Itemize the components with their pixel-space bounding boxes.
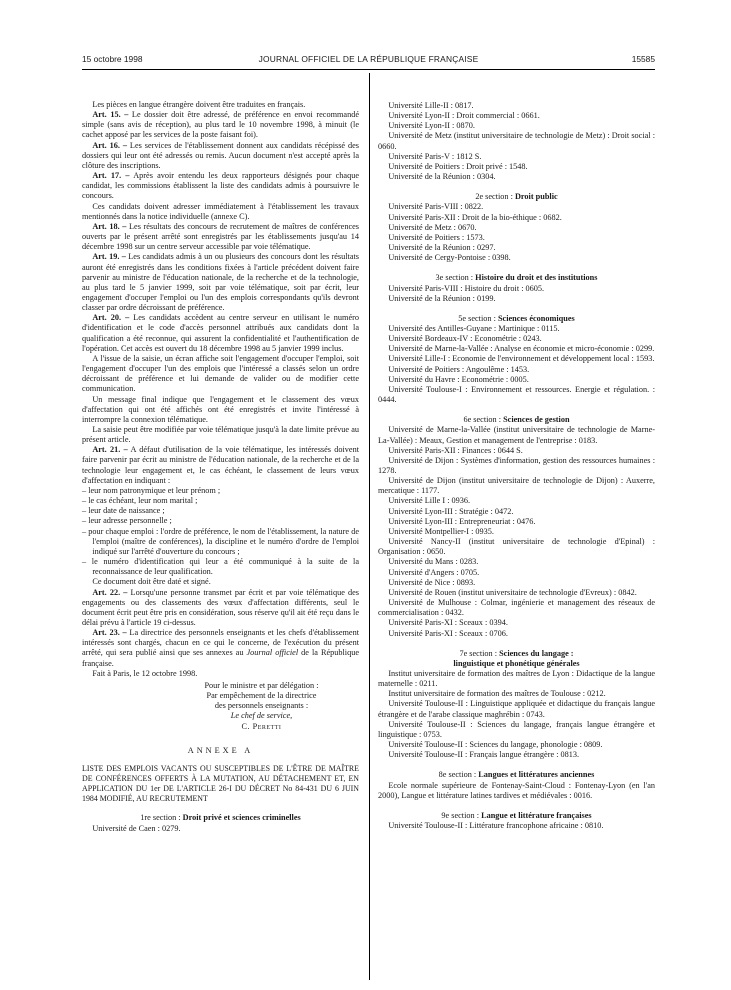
list-item: Université Paris-XII : Droit de la bio-éthique : 0682. <box>388 212 562 222</box>
article-text: Les candidats accèdent au centre serveur en utilisant le numéro d'identification et le code d'accès personnel attribués aux candidats dont la qualification a été reconnue, qui assurent la confidentialité et l'authentification de l'opération. Cet accès est ouvert du 18 décembre 1998 au 5 janvier 1999 inclus. <box>82 313 359 353</box>
article-15 <box>82 110 359 140</box>
annex-heading: LISTE DES EMPLOIS VACANTS OU SUSCEPTIBLES DE L'ÊTRE DE MAÎTRE DE CONFÉRENCES OFFERTS À LA MUTATION, AU DÉTACHEMENT ET, EN APPLICATION DU 1er DE L'ARTICLE 26-I DU DÉCRET No 84-431 DU 6 JUIN 1984 MODIFIÉ, AU RECRUTEMENT <box>82 763 359 803</box>
list-item: Ecole normale supérieure de Fontenay-Saint-Cloud : Fontenay-Lyon (en l'an 2000), Langue et littérature latines tardives et médiévales : 0016. <box>378 780 655 800</box>
signature-name <box>164 722 359 732</box>
article-label: Art. 17. – <box>92 171 130 181</box>
left-column <box>82 100 359 834</box>
list-item: Université de Cergy-Pontoise : 0398. <box>388 253 511 263</box>
article-label: Art. 18. – <box>92 221 127 231</box>
section-number: 3e section : <box>435 273 474 283</box>
list-item: Université Toulouse-I : Environnement et ressources. Energie et régulation. : 0444. <box>378 384 655 405</box>
paragraph: A l'issue de la saisie, un écran affiche soit l'engagement d'occuper l'emploi, soit l'engagement d'occuper l'un des emplois que l'intéressé a classés selon un ordre décroissant de préférence et lui demande de valider ou de modifier cette communication. <box>82 353 359 394</box>
article-16 <box>82 141 359 171</box>
article-text: A défaut d'utilisation de la voie télématique, les intéressés doivent faire parvenir par écrit au ministre de l'éducation nationale, de la recherche et de la technologie leur engagement et, le cas échéant, le classement de leurs vœux d'affectation en indiquant : <box>82 445 360 485</box>
signature-role: Le chef de service, <box>230 711 293 721</box>
list-item: Université des Antilles-Guyane : Martinique : 0115. <box>388 323 560 333</box>
list-item: Université de Metz (institut universitaire de technologie de Metz) : Droit social : 0660. <box>378 131 655 151</box>
header-rule <box>82 69 655 70</box>
article-label: Art. 23. – <box>92 628 127 638</box>
article-23 <box>82 628 359 669</box>
article-text: Les candidats admis à un ou plusieurs des concours dont les résultats auront été enregistrés dans les conditions fixées à l'article précédent doivent faire parvenir au ministre de l'éducation nationale, de la recherche et de la technologie, au plus tard le 5 janvier 1999, soit par voie télématique, soit par écrit, leur engagement d'occuper l'emploi ou l'un des emplois correspondants qu'ils devront classer par ordre décroissant de préférence. <box>82 252 360 313</box>
list-item: Université de Poitiers : Droit privé : 1548. <box>388 161 528 171</box>
list-item: – leur date de naissance ; <box>82 506 165 516</box>
section-number: 6e section : <box>463 415 502 425</box>
list-item: Université de la Réunion : 0297. <box>388 243 496 253</box>
article-text: Après avoir entendu les deux rapporteurs désignés pour chaque candidat, les commissions établissent la liste des candidats admis à poursuivre le concours. <box>82 171 359 201</box>
section-heading <box>378 192 655 202</box>
article-label: Art. 21. – <box>92 445 128 455</box>
list-item: Université Paris-VIII : 0822. <box>388 202 484 212</box>
list-item: Université Toulouse-II : Sciences du langage, français langue étrangère et linguistique : 0753. <box>378 719 655 739</box>
section-number: 8e section : <box>438 770 477 780</box>
list-item: Université Toulouse-II : Français langue étrangère : 0813. <box>388 750 580 760</box>
section-number: 5e section : <box>458 313 496 323</box>
list-item: Université Bordeaux-IV : Econométrie : 0243. <box>388 334 542 344</box>
list-item: Université d'Angers : 0705. <box>388 567 480 577</box>
section-subheading <box>378 659 655 669</box>
signature-line: des personnels enseignants : <box>214 701 309 711</box>
list-item: Université Montpellier-I : 0935. <box>388 526 494 536</box>
section-title: linguistique et phonétique générales <box>453 658 580 668</box>
paragraph: Ces candidats doivent adresser immédiatement à l'établissement les travaux mentionnés dans la notice individuelle (annexe C). <box>82 201 359 221</box>
article-text: de la République française. <box>82 648 359 668</box>
section-title: Langue et littérature françaises <box>479 810 592 820</box>
signatory: C. Peretti <box>241 721 282 731</box>
section-title: Langues et littératures anciennes <box>476 770 595 780</box>
list-item: – le cas échéant, leur nom marital ; <box>82 496 198 506</box>
article-18 <box>82 222 359 252</box>
list-item: Université du Havre : Econométrie : 0005. <box>388 374 529 384</box>
section-heading <box>378 273 655 283</box>
section-heading <box>378 415 655 425</box>
list-item: Université Toulouse-II : Littérature francophone africaine : 0810. <box>388 821 604 830</box>
article-label: Art. 19. – <box>92 252 126 262</box>
section-number: 1re section : <box>140 813 181 823</box>
signature-line: Pour le ministre et par délégation : <box>204 680 319 690</box>
section-title: Droit public <box>512 192 558 202</box>
section-title: Sciences du langage : <box>497 648 574 658</box>
list-item: Université Toulouse-II : Sciences du langage, phonologie : 0809. <box>388 740 603 750</box>
list-item: Université de la Réunion : 0304. <box>388 172 496 182</box>
list-item: Université Lille-II : 0817. <box>388 101 474 110</box>
list-item: Université Paris-XII : Finances : 0644 S. <box>388 445 523 455</box>
section-heading <box>378 649 655 659</box>
list-item: Université de la Réunion : 0199. <box>388 293 496 303</box>
article-20 <box>82 313 359 354</box>
section-heading <box>82 813 359 823</box>
list-item: Université du Mans : 0283. <box>388 557 479 567</box>
section-title: Droit privé et sciences criminelles <box>180 813 301 823</box>
paragraph: Un message final indique que l'engagement et le classement des vœux d'affectation qui ont été affichés ont été enregistrés et invite l'intéressé à interrompre la connexion télématique. <box>82 394 359 424</box>
section-title: Sciences économiques <box>495 313 575 323</box>
article-label: Art. 22. – <box>92 587 128 597</box>
list-item: Institut universitaire de formation des maîtres de Toulouse : 0212. <box>388 689 606 699</box>
article-22 <box>82 588 359 629</box>
list-item: Université de Poitiers : 1573. <box>388 232 485 242</box>
signature-line: Par empêchement de la directrice <box>206 691 317 701</box>
paragraph: Ce document doit être daté et signé. <box>92 577 211 587</box>
section-number: 9e section : <box>441 810 479 820</box>
list-item: Université de Nice : 0893. <box>388 577 476 587</box>
section-title: Histoire du droit et des institutions <box>473 273 598 283</box>
list-item: Université Lille I : 0936. <box>388 496 471 506</box>
article-label: Art. 16. – <box>92 140 127 150</box>
list-item: Université de Marne-la-Vallée : Analyse en économie et micro-économie : 0299. <box>388 344 655 354</box>
section-number: 2e section : <box>475 192 513 202</box>
column-divider <box>369 73 370 980</box>
list-item: Université Paris-V : 1812 S. <box>388 151 482 161</box>
list-item: Université de Dijon (institut universitaire de technologie de Dijon) : Auxerre, mercatique : 1177. <box>378 476 655 496</box>
article-text: La directrice des personnels enseignants et les chefs d'établissement intéressés sont chargés, chacun en ce qui le concerne, de l'exécution du présent arrêté, qui sera publié ainsi que ses annexes au <box>82 628 360 658</box>
list-item: Université de Dijon : Systèmes d'information, gestion des ressources humaines : 1278. <box>378 455 655 475</box>
paragraph: La saisie peut être modifiée par voie télématique jusqu'à la date limite prévue au présent article. <box>82 425 359 445</box>
date-line: Fait à Paris, le 12 octobre 1998. <box>92 668 198 678</box>
section-heading <box>378 770 655 780</box>
article-19 <box>82 252 359 313</box>
list-item: Université de Marne-la-Vallée (institut universitaire de technologie de Marne-La-Vallée) : Meaux, Gestion et management de l'entreprise : 0183. <box>378 425 655 445</box>
list-item: Université Lyon-III : Stratégie : 0472. <box>388 506 514 516</box>
article-text: Lorsqu'une personne transmet par écrit et par voie télématique des engagements ou des classements des vœux d'affectation différents, seul le document écrit peut être pris en considération, sous réserve qu'il ait été reçu dans le délai prévu à l'article 19 ci-dessus. <box>82 587 359 627</box>
list-item: Université Lyon-II : 0870. <box>388 121 475 131</box>
section-heading <box>378 314 655 324</box>
signature-block <box>82 681 359 732</box>
list-item: Université Toulouse-II : Linguistique appliquée et didactique du français langue étrangère et de l'arabe classique maghrébin : 0743. <box>378 699 655 719</box>
list-item: Université de Rouen (institut universitaire de technologie d'Evreux) : 0842. <box>388 587 637 597</box>
article-17 <box>82 171 359 201</box>
header-journal-title: JOURNAL OFFICIEL DE LA RÉPUBLIQUE FRANÇAISE <box>258 54 479 64</box>
list-item: Université de Poitiers : Angoulême : 1453. <box>388 364 530 374</box>
right-column <box>378 101 655 831</box>
list-item: – leur adresse personnelle ; <box>82 516 172 526</box>
list-item: – le numéro d'identification qui leur a été communiqué à la suite de la reconnaissance de leur qualification. <box>82 557 359 577</box>
header-page-number: 15585 <box>631 54 655 64</box>
article-text: Les résultats des concours de recrutement de maîtres de conférences ouverts par le présent arrêté sont enregistrés par les établissements jusqu'au 14 décembre 1998 sur un centre serveur accessible par voie télématique. <box>82 221 360 252</box>
list-item: Université Paris-XI : Sceaux : 0706. <box>388 628 508 638</box>
header-date: 15 octobre 1998 <box>82 54 143 64</box>
section-heading <box>378 811 655 821</box>
list-item: Institut universitaire de formation des maîtres de Lyon : Didactique de la langue maternelle : 0211. <box>378 668 655 689</box>
list-item: – pour chaque emploi : l'ordre de préférence, le nom de l'établissement, la nature de l'emploi (maître de conférences), la discipline et le numéro d'ordre de l'emploi indiqué sur l'arrêté d'ouverture du concours ; <box>82 526 359 556</box>
list-item: Université Lyon-II : Droit commercial : 0661. <box>388 111 540 121</box>
list-item: Université Lyon-III : Entrepreneuriat : 0476. <box>388 516 536 526</box>
list-item: – leur nom patronymique et leur prénom ; <box>82 485 221 495</box>
section-number: 7e section : <box>459 648 498 658</box>
annex-title: ANNEXE A <box>187 745 254 755</box>
section-title: Sciences de gestion <box>501 415 570 425</box>
article-21 <box>82 445 359 486</box>
list-item: Université de Metz : 0670. <box>388 222 477 232</box>
paragraph: Les pièces en langue étrangère doivent être traduites en français. <box>92 100 306 109</box>
signature-title <box>164 711 359 721</box>
article-label: Art. 15. – <box>92 110 129 120</box>
article-text: Les services de l'établissement donnent aux candidats récépissé des dossiers qui leur ont été adressés ou remis. Aucun document n'est accepté après la clôture des inscriptions. <box>82 140 359 170</box>
list-item: Université Paris-XI : Sceaux : 0394. <box>388 618 508 628</box>
article-label: Art. 20. – <box>92 313 130 323</box>
list-item: Université de Mulhouse : Colmar, ingénierie et management des réseaux de commercialisation : 0432. <box>378 598 655 618</box>
list-item: Université Paris-VIII : Histoire du droit : 0605. <box>388 283 545 293</box>
page-header <box>82 54 655 68</box>
list-item: Université Nancy-II (institut universitaire de technologie d'Epinal) : Organisation : 0650. <box>378 537 655 557</box>
list-item: Université de Caen : 0279. <box>92 823 181 833</box>
article-text: Le dossier doit être adressé, de préférence en envoi recommandé simple (sans avis de réception), au plus tard le 10 novembre 1998, à minuit (le cachet apposé par les services de la poste faisant foi). <box>82 110 359 140</box>
list-item: Université Lille-I : Economie de l'environnement et développement local : 1593. <box>388 354 655 364</box>
journal-reference: Journal officiel <box>246 648 299 658</box>
